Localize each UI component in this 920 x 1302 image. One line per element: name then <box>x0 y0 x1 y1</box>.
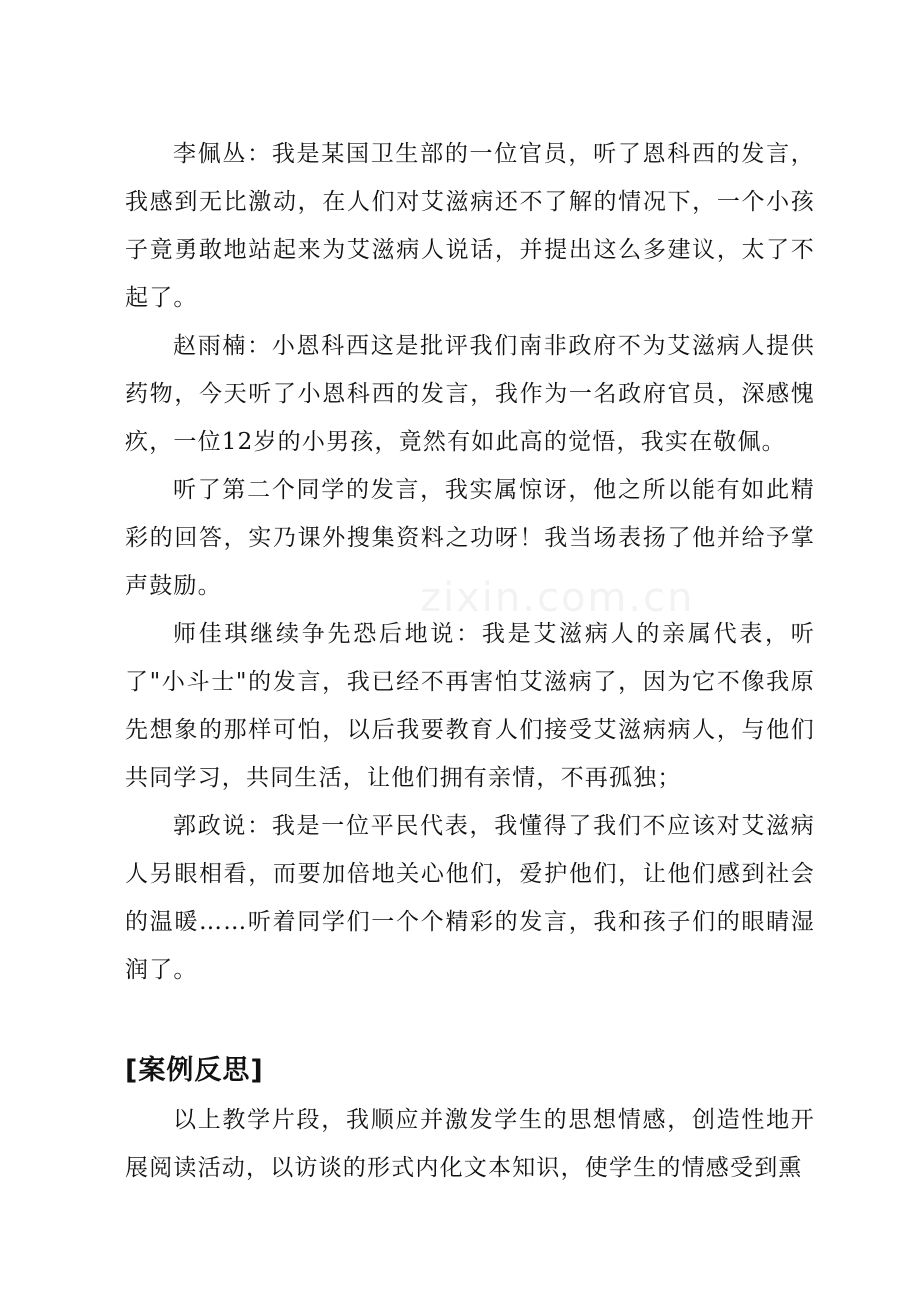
section-heading: [案例反思] <box>125 1055 264 1086</box>
paragraph-zhao-yunan: 赵雨楠：小恩科西这是批评我们南非政府不为艾滋病人提供药物，今天听了小恩科西的发言，我作为一名政府官员，深感愧疚，一位12岁的小男孩，竟然有如此高的觉悟，我实在敬佩。 <box>125 333 815 455</box>
paragraph-shi-jiaqi: 师佳琪继续争先恐后地说：我是艾滋病人的亲属代表，听了"小斗士"的发言，我已经不再害怕艾滋病了，因为它不像我原先想象的那样可怕，以后我要教育人们接受艾滋病病人，与他们共同学习，共同生活，让他们拥有亲情，不再孤独； <box>125 621 815 791</box>
watermark: zixin.com.cn <box>420 575 695 621</box>
document-body <box>125 130 815 994</box>
paragraph-li-peicong: 李佩丛：我是某国卫生部的一位官员，听了恩科西的发言，我感到无比激动，在人们对艾滋病还不了解的情况下，一个小孩子竟勇敢地站起来为艾滋病人说话，并提出这么多建议，太了不起了。 <box>125 141 815 311</box>
paragraph-guo-zheng: 郭政说：我是一位平民代表，我懂得了我们不应该对艾滋病人另眼相看，而要加倍地关心他们，爱护他们，让他们感到社会的温暖……听着同学们一个个精彩的发言，我和孩子们的眼睛湿润了。 <box>125 813 815 983</box>
paragraph-reflection: 以上教学片段，我顺应并激发学生的思想情感，创造性地开展阅读活动，以访谈的形式内化文本知识，使学生的情感受到熏 <box>125 1107 815 1181</box>
reflection-body <box>125 1096 815 1192</box>
paragraph-teacher-comment: 听了第二个同学的发言，我实属惊讶，他之所以能有如此精彩的回答，实乃课外搜集资料之功呀！我当场表扬了他并给予掌声鼓励。 <box>125 477 815 599</box>
